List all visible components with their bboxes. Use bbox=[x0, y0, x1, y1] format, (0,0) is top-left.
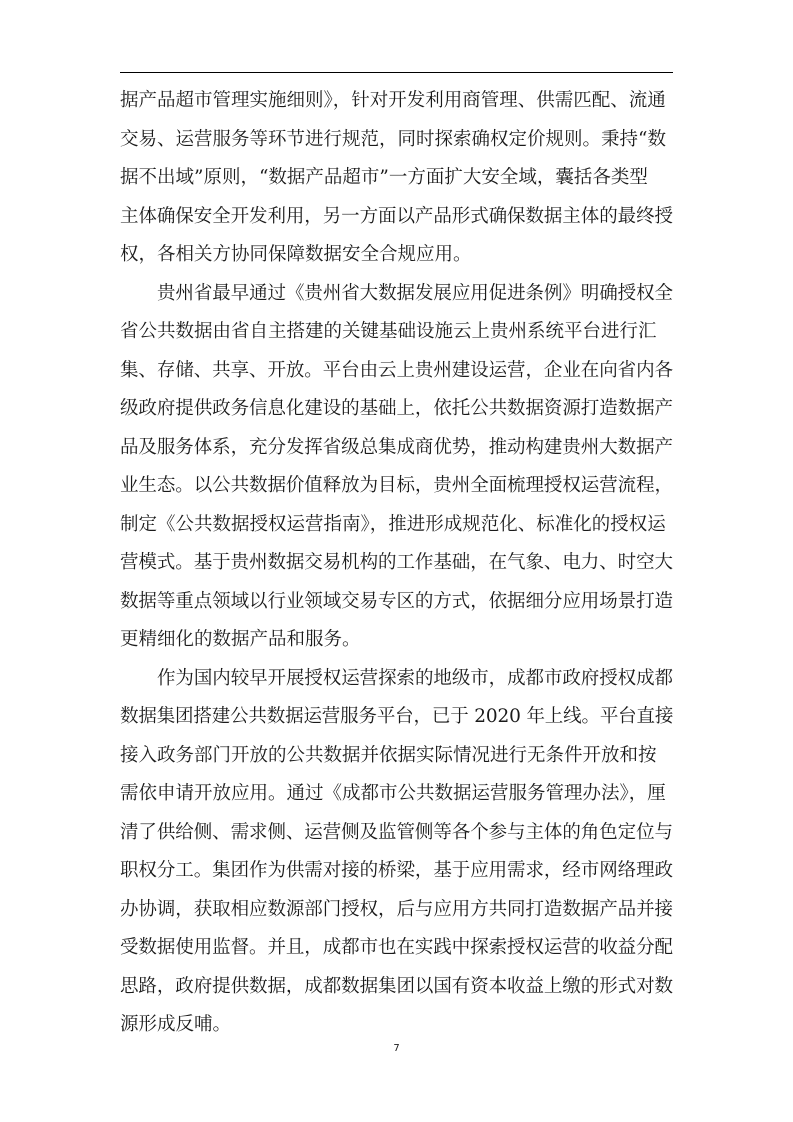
text-line: 主体确保安全开发利用，另一方面以产品形式确保数据主体的最终授 bbox=[120, 205, 673, 227]
text-line: 数据集团搭建公共数据运营服务平台，已于 2020 年上线。平台直接 bbox=[120, 706, 674, 727]
text-line: 业生态。以公共数据价值释放为目标，贵州全面梳理授权运营流程， bbox=[120, 475, 673, 496]
text-line: 据产品超市管理实施细则》，针对开发利用商管理、供需匹配、流通 bbox=[120, 90, 666, 111]
paragraph-1 bbox=[120, 82, 673, 275]
text-line: 清了供给侧、需求侧、运营侧及监管侧等各个参与主体的角色定位与 bbox=[120, 821, 673, 843]
text-line: 省公共数据由省自主搭建的关键基础设施云上贵州系统平台进行汇 bbox=[120, 321, 657, 342]
text-line: 级政府提供政务信息化建设的基础上，依托公共数据资源打造数据产 bbox=[120, 398, 673, 419]
text-line: 更精细化的数据产品和服务。 bbox=[120, 629, 361, 650]
text-line: 集、存储、共享、开放。平台由云上贵州建设运营，企业在向省内各 bbox=[120, 359, 673, 381]
header-rule bbox=[120, 72, 673, 73]
text-line: 受数据使用监督。并且，成都市也在实践中探索授权运营的收益分配 bbox=[120, 937, 673, 958]
text-line: 据不出域”原则，“数据产品超市”一方面扩大安全域，囊括各类型 bbox=[120, 167, 648, 188]
paragraph-2 bbox=[120, 275, 673, 660]
text-line: 制定《公共数据授权运营指南》，推进形成规范化、标准化的授权运 bbox=[120, 513, 666, 535]
text-line: 接入政务部门开放的公共数据并依据实际情况进行无条件开放和按 bbox=[120, 744, 657, 766]
document-body bbox=[120, 82, 673, 1045]
text-line: 数据等重点领域以行业领域交易专区的方式，依据细分应用场景打造 bbox=[120, 590, 673, 612]
text-line: 职权分工。集团作为供需对接的桥梁，基于应用需求，经市网络理政 bbox=[120, 860, 673, 881]
text-line: 思路，政府提供数据，成都数据集团以国有资本收益上缴的形式对数 bbox=[120, 975, 673, 997]
text-line: 办协调，获取相应数源部门授权，后与应用方共同打造数据产品并接 bbox=[120, 898, 673, 920]
text-line: 权，各相关方协同保障数据安全合规应用。 bbox=[120, 244, 472, 265]
text-line: 源形成反哺。 bbox=[120, 1014, 232, 1035]
text-line: 作为国内较早开展授权运营探索的地级市，成都市政府授权成都 bbox=[157, 667, 673, 689]
page-number: 7 bbox=[393, 1043, 400, 1054]
text-line: 品及服务体系，充分发挥省级总集成商优势，推动构建贵州大数据产 bbox=[120, 436, 673, 458]
text-line: 营模式。基于贵州数据交易机构的工作基础，在气象、电力、时空大 bbox=[120, 552, 673, 573]
text-line: 需依申请开放应用。通过《成都市公共数据运营服务管理办法》，厘 bbox=[120, 783, 666, 804]
text-line: 贵州省最早通过《贵州省大数据发展应用促进条例》明确授权全 bbox=[157, 282, 673, 304]
text-line: 交易、运营服务等环节进行规范，同时探索确权定价规则。秉持“数 bbox=[120, 128, 666, 150]
paragraph-3 bbox=[120, 660, 673, 1045]
